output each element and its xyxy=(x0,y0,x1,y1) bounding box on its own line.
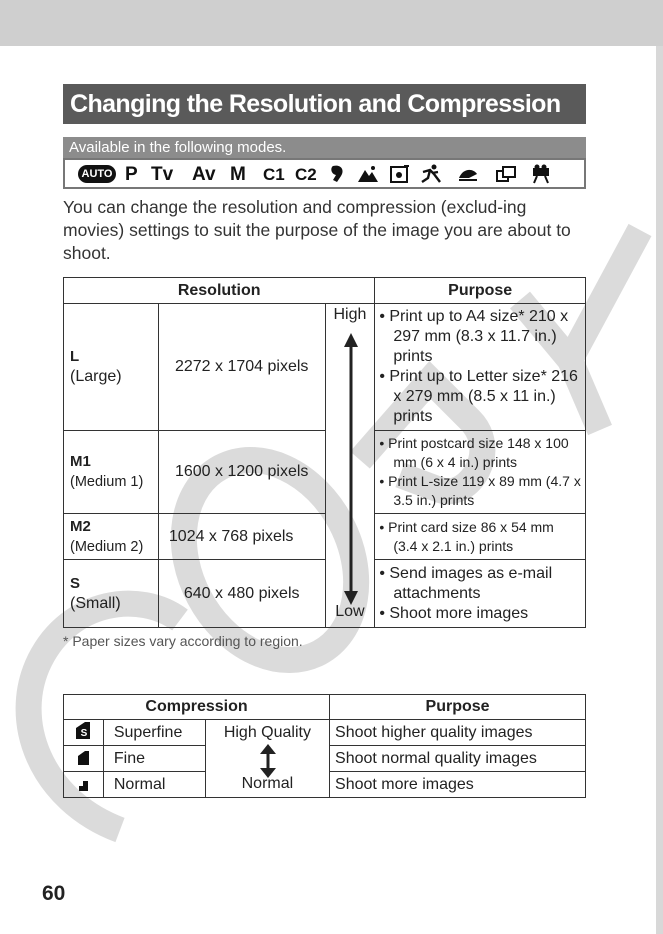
res-pixels: 2272 x 1704 pixels xyxy=(158,304,325,431)
macro-mode-icon xyxy=(457,164,479,184)
mode-c2-icon: C2 xyxy=(295,165,317,184)
superfine-quality-icon xyxy=(75,722,91,739)
normal-quality-icon xyxy=(75,774,91,791)
double-arrow-icon xyxy=(259,744,277,778)
compression-scale xyxy=(205,720,329,798)
purpose-item: • Print card size 86 x 54 mm (3.4 x 2.1 in.) prints xyxy=(379,518,554,554)
res-pixels: 1024 x 768 pixels xyxy=(158,514,325,560)
page-number: 60 xyxy=(42,882,66,905)
modes-label: Available in the following modes. xyxy=(63,137,586,158)
res-code: M2 xyxy=(70,517,91,535)
res-name: (Medium 1) xyxy=(70,474,144,490)
mode-m-icon: M xyxy=(230,164,246,185)
sports-mode-icon xyxy=(420,164,442,184)
table-row xyxy=(64,304,586,431)
low-label: Low xyxy=(335,603,365,620)
purpose-item: • Print up to A4 size* 210 x 297 mm (8.3 x 11.7 in.) prints xyxy=(379,308,569,365)
res-name: (Small) xyxy=(70,594,121,612)
svg-text:S: S xyxy=(81,727,88,739)
resolution-header: Resolution xyxy=(64,278,375,304)
res-pixels: 1600 x 1200 pixels xyxy=(158,431,325,514)
quality-name: Superfine xyxy=(103,720,205,746)
page-title: Changing the Resolution and Compression xyxy=(63,84,586,124)
landscape-mode-icon xyxy=(357,164,379,184)
purpose-item: • Shoot more images xyxy=(379,604,529,622)
res-code: L xyxy=(70,348,80,365)
page-edge-strip xyxy=(656,46,663,934)
quality-purpose: Shoot more images xyxy=(330,772,586,798)
top-band xyxy=(0,0,663,46)
res-pixels: 640 x 480 pixels xyxy=(158,560,325,628)
quality-purpose: Shoot higher quality images xyxy=(330,720,586,746)
intro-paragraph: You can change the resolution and compression (exclud-ing movies) settings to suit the purpose of the image you are about to shoot. xyxy=(63,197,571,263)
mode-auto-icon: AUTO xyxy=(78,165,116,183)
high-quality-label: High Quality xyxy=(223,724,311,741)
mode-c1-icon: C1 xyxy=(263,165,285,184)
fine-quality-icon xyxy=(75,748,91,765)
purpose-item: • Print up to Letter size* 216 x 279 mm (8.5 x 11 in.) prints xyxy=(379,368,578,425)
mode-av-icon: Av xyxy=(192,164,216,185)
mode-tv-icon: Tv xyxy=(151,164,174,185)
resolution-purpose-header: Purpose xyxy=(375,278,586,304)
stitch-assist-mode-icon xyxy=(495,164,517,184)
purpose-item: • Print L-size 119 x 89 mm (4.7 x 3.5 in.) prints xyxy=(379,473,581,508)
double-arrow-icon xyxy=(343,333,359,605)
shooting-modes-bar xyxy=(63,158,586,189)
compression-purpose-header: Purpose xyxy=(330,695,586,720)
resolution-table xyxy=(63,277,586,628)
purpose-item: • Print postcard size 148 x 100 mm (6 x 4 in.) prints xyxy=(379,435,569,470)
quality-purpose: Shoot normal quality images xyxy=(330,746,586,772)
portrait-mode-icon xyxy=(327,164,349,184)
table-row xyxy=(64,720,586,746)
night-scene-mode-icon xyxy=(389,164,411,184)
movie-mode-icon xyxy=(531,164,553,184)
purpose-item: • Send images as e-mail attachments xyxy=(379,564,553,602)
footnote: * Paper sizes vary according to region. xyxy=(63,633,303,649)
compression-table xyxy=(63,694,586,798)
res-name: (Large) xyxy=(70,368,122,385)
quality-name: Normal xyxy=(103,772,205,798)
normal-label: Normal xyxy=(241,775,294,792)
mode-p-icon: P xyxy=(125,164,138,185)
quality-name: Fine xyxy=(103,746,205,772)
res-code: M1 xyxy=(70,453,91,470)
compression-header: Compression xyxy=(64,695,330,720)
res-code: S xyxy=(70,574,81,592)
quality-scale xyxy=(325,304,375,628)
res-name: (Medium 2) xyxy=(70,538,144,555)
high-label: High xyxy=(333,306,367,323)
